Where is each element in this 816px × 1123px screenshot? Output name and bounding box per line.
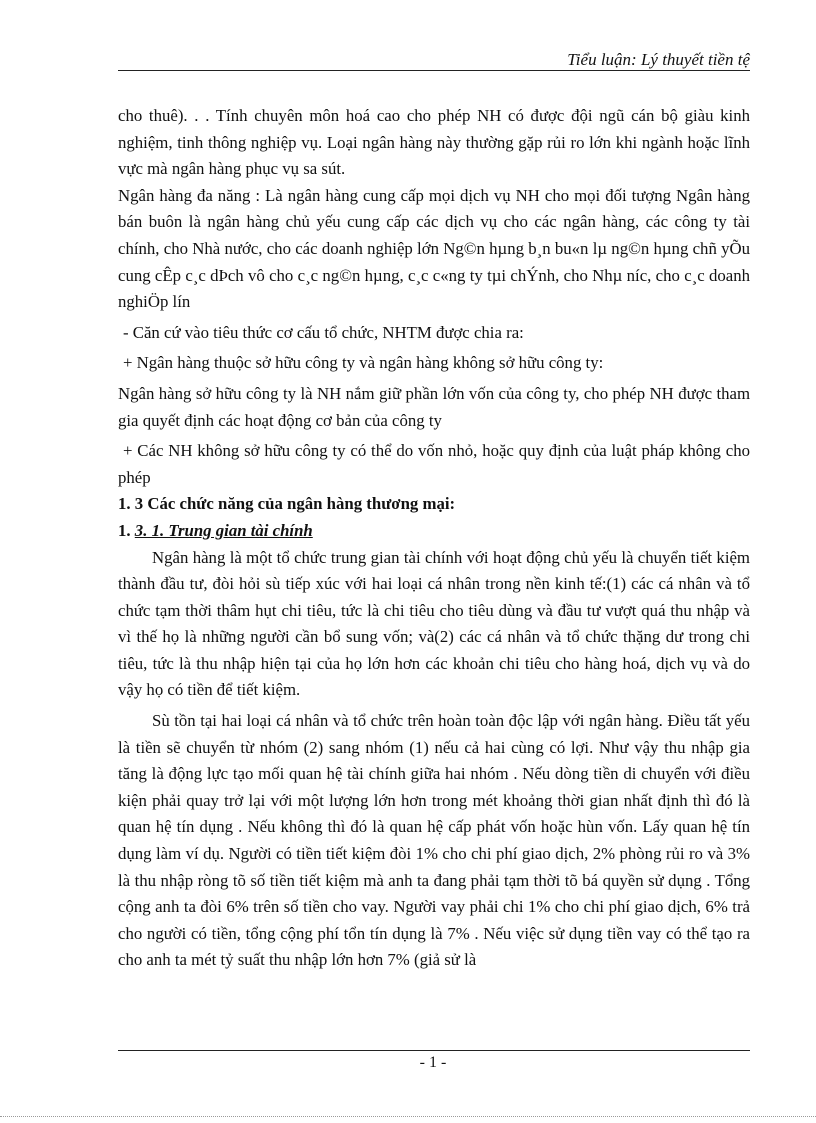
paragraph-6: + Các NH không sở hữu công ty có thể do vốn nhỏ, hoặc quy định của luật pháp không cho phép (118, 441, 750, 487)
subsection-number: 1. (118, 520, 131, 540)
paragraph-5: Ngân hàng sở hữu công ty là NH nắm giữ phần lớn vốn của công ty, cho phép NH được tham gia quyết định các hoạt động cơ bản của công ty (118, 383, 750, 430)
subsection-heading (118, 518, 750, 545)
footer-divider (118, 1050, 750, 1051)
subsection-title: 3. 1. Trung gian tài chính (134, 520, 313, 540)
paragraph-3: - Căn cứ vào tiêu thức cơ cấu tổ chức, NHTM được chia ra: (123, 322, 524, 342)
page-header (118, 44, 750, 71)
paragraph-2: Ngân hàng đa năng : Là ngân hàng cung cấp mọi dịch vụ NH cho mọi đối tượng Ngân hàng bán buôn là ngân hàng chủ yếu cung cấp các dịch vụ cho các ngân hàng, các công ty tài chính, cho Nhà nước, cho các doanh nghiệp lớn Ng©n hµng b¸n bu«n lµ ng©n hµng chñ yÕu cung cÊp c¸c dÞch vô cho c¸c ng©n hµng, c¸c c«ng ty tµi chÝnh, cho Nhµ níc, cho c¸c doanh nghiÖp lín (118, 185, 750, 312)
page-number: - 1 - (419, 1054, 447, 1071)
paragraph-7: Ngân hàng là một tổ chức trung gian tài chính với hoạt động chủ yếu là chuyển tiết kiệm thành đầu tư, đòi hỏi sù tiếp xúc với hai loại cá nhân trong nền kinh tế:(1) các cá nhân và tổ chức tạm thời thâm hụt chi tiêu, tức là chi tiêu cho tiêu dùng và đầu tư vượt quá thu nhập và vì thế họ là những người cần bổ sung vốn; và(2) các cá nhân và tổ chức thặng dư trong chi tiêu, tức là thu nhập hiện tại của họ lớn hơn các khoản chi tiêu cho hàng hoá, dịch vụ và do vậy họ có tiền để tiết kiệm. (118, 547, 750, 700)
header-title: Tiểu luận: Lý thuyết tiền tệ (567, 50, 750, 69)
paragraph-8: Sù tồn tại hai loại cá nhân và tổ chức trên hoàn toàn độc lập với ngân hàng. Điều tất yếu là tiền sẽ chuyển từ nhóm (2) sang nhóm (1) nếu cả hai cùng có lợi. Như vậy thu nhập gia tăng là động lực tạo mối quan hệ tài chính giữa hai nhóm . Nếu dòng tiền di chuyển với điều kiện phải quay trở lại với một lượng lớn hơn trong mét khoảng thời gian nhất định thì đó là quan hệ tín dụng . Nếu không thì đó là quan hệ cấp phát vốn hoặc hùn vốn. Lấy quan hệ tín dụng làm ví dụ. Người có tiền tiết kiệm đòi 1% cho chi phí giao dịch, 2% phòng rủi ro và 3% là thu nhập ròng tõ số tiền tiết kiệm mà anh ta đang phải tạm thời tõ bá quyền sử dụng . Tổng cộng anh ta đòi 6% trên số tiền cho vay. Người vay phải chi 1% cho chi phí giao dịch, 6% trả cho người có tiền, tổng cộng phí tổn tín dụng là 7% . Nếu việc sử dụng tiền vay có thể tạo ra cho anh ta mét tỷ suất thu nhập lớn hơn 7% (giả sử là (118, 711, 750, 970)
page-bottom-border (0, 1116, 816, 1117)
paragraph-4: + Ngân hàng thuộc sở hữu công ty và ngân hàng không sở hữu công ty: (123, 353, 604, 373)
section-heading: 1. 3 Các chức năng của ngân hàng thương mại: (118, 494, 456, 514)
document-body (118, 103, 750, 974)
paragraph-1: cho thuê). . . Tính chuyên môn hoá cao cho phép NH có được đội ngũ cán bộ giàu kinh nghiệm, tinh thông nghiệp vụ. Loại ngân hàng này thường gặp rủi ro lớn khi ngành hoặc lĩnh vực mà ngân hàng phục vụ sa sút. (118, 106, 750, 179)
